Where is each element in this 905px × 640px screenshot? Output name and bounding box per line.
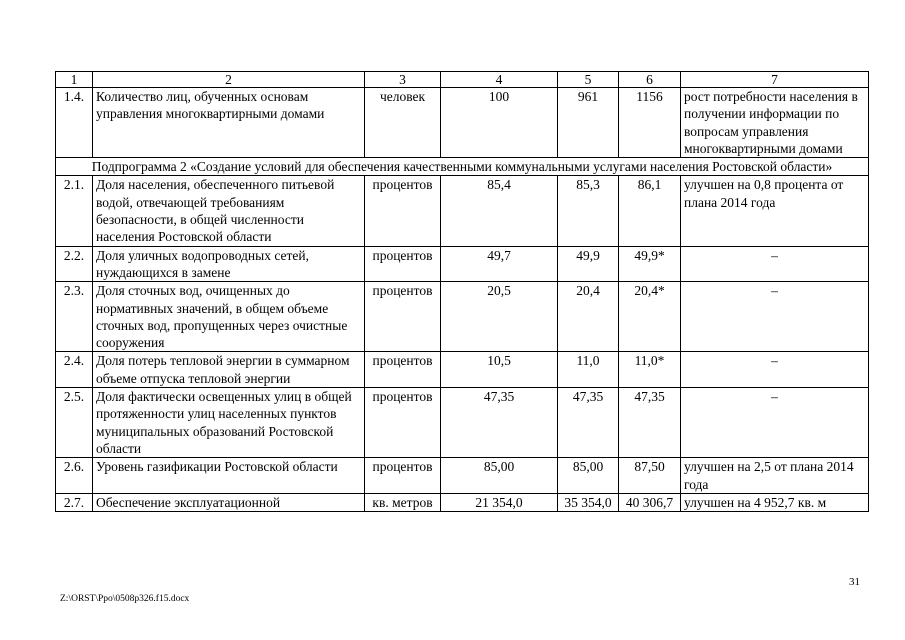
- value-cell: 40 306,7: [619, 493, 681, 511]
- unit-of-measure: процентов: [365, 458, 441, 494]
- value-cell: 21 354,0: [441, 493, 558, 511]
- value-cell: 87,50: [619, 458, 681, 494]
- note-cell: –: [681, 388, 869, 458]
- table-row: [56, 88, 869, 158]
- value-cell: 11,0*: [619, 352, 681, 388]
- value-cell: 10,5: [441, 352, 558, 388]
- note-cell: улучшен на 2,5 от плана 2014 года: [681, 458, 869, 494]
- table-row: [56, 282, 869, 352]
- value-cell: 47,35: [619, 388, 681, 458]
- unit-of-measure: кв. метров: [365, 493, 441, 511]
- unit-of-measure: процентов: [365, 388, 441, 458]
- table-row: [56, 246, 869, 282]
- value-cell: 35 354,0: [558, 493, 619, 511]
- table-row: [56, 388, 869, 458]
- subprogram-title: Подпрограмма 2 «Создание условий для обеспечения качественными коммунальными услугами населения Ростовской области»: [56, 158, 869, 176]
- indicator-name: Количество лиц, обученных основам управления многоквартирными домами: [93, 88, 365, 158]
- value-cell: 20,4*: [619, 282, 681, 352]
- column-number: 4: [441, 72, 558, 88]
- value-cell: 47,35: [558, 388, 619, 458]
- row-number: 2.2.: [56, 246, 93, 282]
- unit-of-measure: процентов: [365, 352, 441, 388]
- value-cell: 49,9: [558, 246, 619, 282]
- column-number: 7: [681, 72, 869, 88]
- indicators-table: [55, 71, 869, 512]
- note-cell: –: [681, 282, 869, 352]
- value-cell: 86,1: [619, 176, 681, 246]
- value-cell: 20,5: [441, 282, 558, 352]
- value-cell: 85,00: [441, 458, 558, 494]
- indicator-name: Доля сточных вод, очищенных до нормативных значений, в общем объеме сточных вод, пропущенных через очистные сооружения: [93, 282, 365, 352]
- table-row: [56, 493, 869, 511]
- unit-of-measure: процентов: [365, 246, 441, 282]
- value-cell: 47,35: [441, 388, 558, 458]
- value-cell: 85,4: [441, 176, 558, 246]
- column-number: 6: [619, 72, 681, 88]
- indicator-name: Доля населения, обеспеченного питьевой водой, отвечающей требованиям безопасности, в общей численности населения Ростовской области: [93, 176, 365, 246]
- row-number: 2.1.: [56, 176, 93, 246]
- value-cell: 1156: [619, 88, 681, 158]
- row-number: 2.6.: [56, 458, 93, 494]
- row-number: 2.4.: [56, 352, 93, 388]
- file-path: Z:\ORST\Ppo\0508p326.f15.docx: [60, 594, 190, 604]
- column-number: 1: [56, 72, 93, 88]
- value-cell: 100: [441, 88, 558, 158]
- note-cell: –: [681, 352, 869, 388]
- value-cell: 85,00: [558, 458, 619, 494]
- column-number: 5: [558, 72, 619, 88]
- table-row: [56, 352, 869, 388]
- table-row: [56, 176, 869, 246]
- value-cell: 20,4: [558, 282, 619, 352]
- indicator-name: Доля потерь тепловой энергии в суммарном объеме отпуска тепловой энергии: [93, 352, 365, 388]
- unit-of-measure: процентов: [365, 176, 441, 246]
- note-cell: –: [681, 246, 869, 282]
- note-cell: рост потребности населения в получении информации по вопросам управления многоквартирными домами: [681, 88, 869, 158]
- value-cell: 49,7: [441, 246, 558, 282]
- indicator-name: Доля фактически освещенных улиц в общей протяженности улиц населенных пунктов муниципальных образований Ростовской области: [93, 388, 365, 458]
- row-number: 2.7.: [56, 493, 93, 511]
- indicator-name: Обеспечение эксплуатационной: [93, 493, 365, 511]
- indicator-name: Доля уличных водопроводных сетей, нуждающихся в замене: [93, 246, 365, 282]
- column-number: 2: [93, 72, 365, 88]
- unit-of-measure: человек: [365, 88, 441, 158]
- row-number: 1.4.: [56, 88, 93, 158]
- note-cell: улучшен на 0,8 процента от плана 2014 года: [681, 176, 869, 246]
- row-number: 2.3.: [56, 282, 93, 352]
- value-cell: 961: [558, 88, 619, 158]
- value-cell: 11,0: [558, 352, 619, 388]
- column-number: 3: [365, 72, 441, 88]
- page-number: 31: [849, 576, 860, 588]
- indicator-name: Уровень газификации Ростовской области: [93, 458, 365, 494]
- table-row: [56, 458, 869, 494]
- table-header-row: [56, 72, 869, 88]
- row-number: 2.5.: [56, 388, 93, 458]
- note-cell: улучшен на 4 952,7 кв. м: [681, 493, 869, 511]
- value-cell: 49,9*: [619, 246, 681, 282]
- subprogram-header-row: [56, 158, 869, 176]
- unit-of-measure: процентов: [365, 282, 441, 352]
- value-cell: 85,3: [558, 176, 619, 246]
